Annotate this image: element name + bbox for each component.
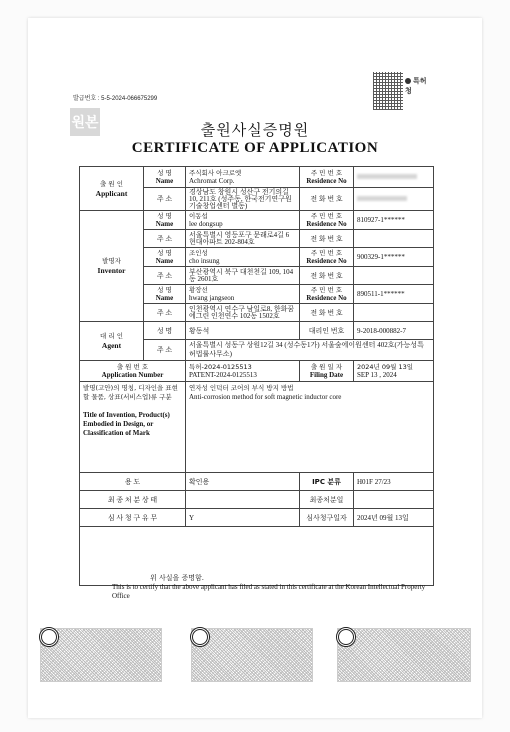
usage-value: 확인용 [186, 473, 300, 491]
certificate-table [79, 166, 434, 586]
applicant-address: 경상남도 창원시 성산구 전기의길 10, 211호 (성주동, 한국전기연구원기술창업센터 별동) [186, 188, 300, 211]
security-barcode [337, 628, 471, 682]
table-row: 주 소 서울특별시 성동구 상원12길 34 (성수동1가) 서울숲에이원센터 402호(가능성특허법률사무소) [80, 340, 434, 361]
inventor-residence: 900329-1****** [354, 248, 434, 267]
inventor-address: 서울특별시 영등포구 문래로4길 6 현대아파트 202-804호 [186, 230, 300, 248]
table-row: 출 원 번 호 Application Number 특허-2024-0125513 PATENT-2024-0125513 출 원 일 자 Filing Date 2024년 09월 13일 SEP 13 , 2024 [80, 361, 434, 382]
inventor-name: 황장선 hwang jangseon [186, 285, 300, 304]
applicant-name: 주식회사 아크로엣 Achromat Corp. [186, 167, 300, 188]
exam-request-value: Y [186, 509, 300, 527]
table-row: 대 리 인 Agent 성 명 황동석 대리인 번호 9-2018-000882-7 [80, 322, 434, 340]
table-row: 주 소 인천광역시 연수구 남일로8, 한화꿈에그린 인천연수 102동 1502호 전 화 번 호 [80, 304, 434, 322]
brand-name: 특허청 [405, 78, 427, 95]
page-title-english: CERTIFICATE OF APPLICATION [131, 140, 379, 156]
kipo-emblem-icon [405, 78, 411, 84]
table-row: 성 명 Name 조인성 cho insung 주 민 번 호 Residence No 900329-1****** [80, 248, 434, 267]
applicant-section: 출 원 인 Applicant [80, 167, 144, 211]
certification-statement-english: This is to certify that the above applicant has filed as stated in this certificate at the Korean Intellectual Property Office [112, 583, 426, 600]
table-row: 주 소 경상남도 창원시 성산구 전기의길 10, 211호 (성주동, 한국전기연구원기술창업센터 별동) 전 화 번 호 [80, 188, 434, 211]
page-title-korean: 출원사실증명원 [200, 121, 310, 139]
barcode-marker-icon [336, 627, 356, 647]
inventor-residence: 810927-1****** [354, 211, 434, 230]
invention-title-label: 발명(고안)의 명칭, 디자인을 표현할 물품, 상표(서비스업)류 구분 Title of Invention, Product(s) Embodied in Design, or Classification of Mark [80, 382, 186, 473]
inventor-name: 조인성 cho insung [186, 248, 300, 267]
table-row: 성 명 Name 황장선 hwang jangseon 주 민 번 호 Residence No 890511-1****** [80, 285, 434, 304]
table-row: 심 사 청 구 유 무 Y 심사청구일자 2024년 09월 13일 [80, 509, 434, 527]
inventor-residence: 890511-1****** [354, 285, 434, 304]
agent-section: 대 리 인 Agent [80, 322, 144, 361]
ipc-class: H01F 27/23 [354, 473, 434, 491]
applicant-phone-redacted [354, 188, 434, 211]
inventor-address: 인천광역시 연수구 남일로8, 한화꿈에그린 인천연수 102동 1502호 [186, 304, 300, 322]
table-row: 주 소 서울특별시 영등포구 문래로4길 6 현대아파트 202-804호 전 화 번 호 [80, 230, 434, 248]
original-stamp: 원본 [70, 108, 100, 136]
agent-number: 9-2018-000882-7 [354, 322, 434, 340]
inventor-address: 부산광역시 북구 대천천길 109, 104동 2601호 [186, 267, 300, 285]
certification-box [80, 527, 434, 586]
qr-code-icon [373, 72, 403, 110]
certification-statement-korean: 위 사실을 증명함. [150, 574, 205, 582]
table-row [80, 382, 434, 473]
kipo-logo [373, 72, 433, 112]
table-row: 출 원 인 Applicant 성 명 Name 주식회사 아크로엣 Achromat Corp. 주 민 번 호 Residence No [80, 167, 434, 188]
barcode-marker-icon [39, 627, 59, 647]
table-row: 용 도 확인용 IPC 분류 H01F 27/23 [80, 473, 434, 491]
exam-request-date: 2024년 09월 13일 [354, 509, 434, 527]
barcode-marker-icon [190, 627, 210, 647]
table-row: 주 소 부산광역시 북구 대천천길 109, 104동 2601호 전 화 번 호 [80, 267, 434, 285]
table-row: 최 종 처 분 상 태 최종처분일 [80, 491, 434, 509]
security-barcode [40, 628, 162, 682]
application-number: 특허-2024-0125513 PATENT-2024-0125513 [186, 361, 300, 382]
issue-number: 발급번호 : 5-5-2024-066675299 [73, 96, 158, 102]
final-status-value [186, 491, 300, 509]
invention-title: 연자성 인덕터 코어의 부식 방지 방법 Anti-corrosion method for soft magnetic inductor core [186, 382, 434, 473]
filing-date: 2024년 09월 13일 SEP 13 , 2024 [354, 361, 434, 382]
final-status-date [354, 491, 434, 509]
agent-address: 서울특별시 성동구 상원12길 34 (성수동1가) 서울숲에이원센터 402호(가능성특허법률사무소) [186, 340, 434, 361]
applicant-residence-redacted [354, 167, 434, 188]
inventor-name: 이동섭 lee dongsup [186, 211, 300, 230]
table-row: 발명자 Inventor 성 명 Name 이동섭 lee dongsup 주 민 번 호 Residence No 810927-1****** [80, 211, 434, 230]
security-barcode [191, 628, 313, 682]
table-row [80, 527, 434, 586]
agent-name: 황동석 [186, 322, 300, 340]
inventor-section: 발명자 Inventor [80, 211, 144, 322]
